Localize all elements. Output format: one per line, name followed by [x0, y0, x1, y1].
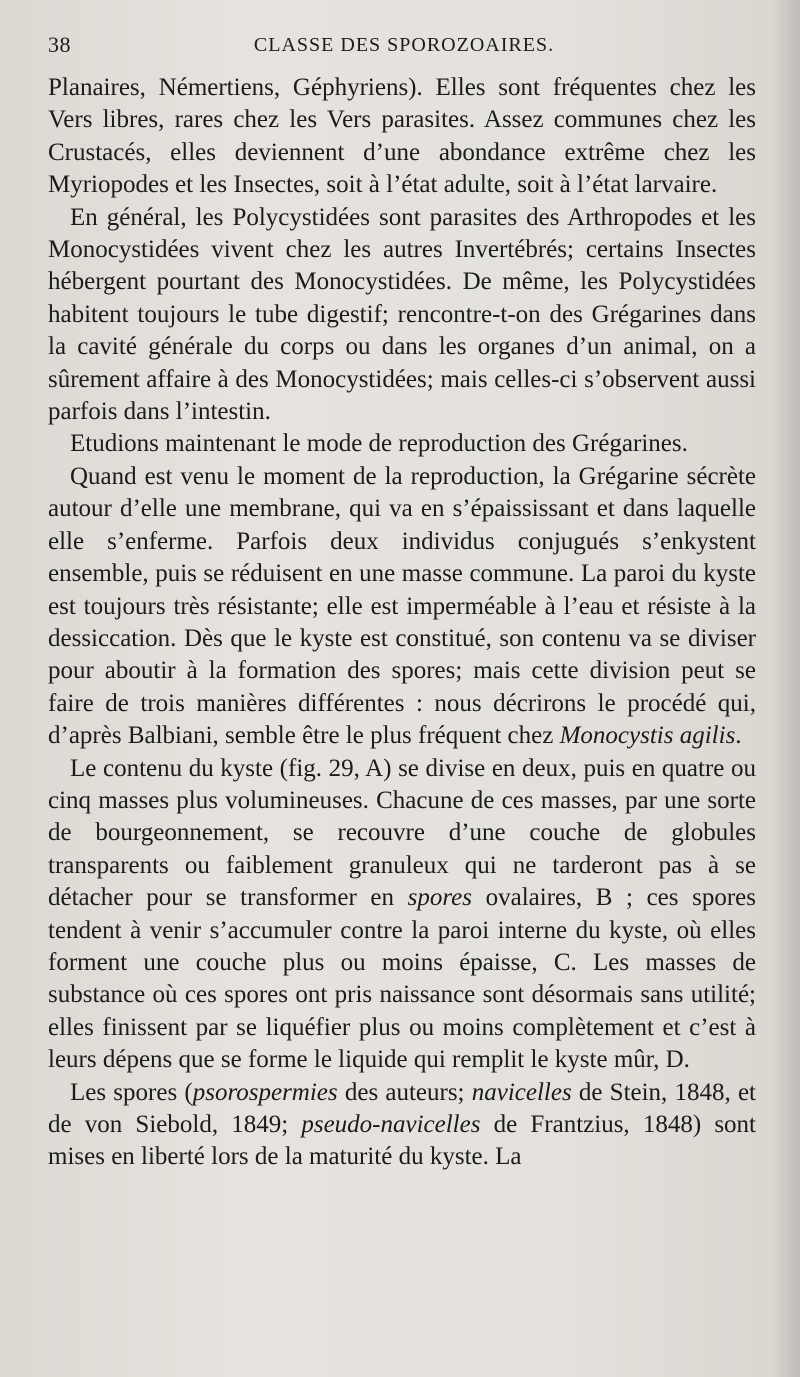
running-title: CLASSE DES SPOROZOAIRES.	[253, 34, 555, 56]
italic-run: pseudo-navicelles	[301, 1111, 481, 1138]
body-text	[48, 72, 756, 1174]
paragraph	[48, 461, 756, 753]
paragraph	[48, 202, 756, 429]
text-run: de Stein, 1848, et de von Siebold, 1849;	[48, 1078, 757, 1138]
paragraph	[48, 1077, 756, 1174]
paragraph	[48, 753, 756, 1077]
text-run: ovalaires, B ; ces spores tendent à venir s’accumuler contre la paroi interne du kyste, où elles forment une couche plus ou moins épaisse, C. Les masses de substance où ces spores ont pris naissance sont désormais sans utilité; elles finissent par se liquéfier plus ou moins complètement et c’est à leurs dépens que se forme le liquide qui remplit le kyste mûr, D.	[48, 884, 756, 1074]
text-run: .	[735, 722, 742, 750]
text-run: En général, les Polycystidées sont parasites des Arthropodes et les Monocystidées vivent chez les autres Invertébrés; certains Insectes hébergent pourtant des Monocystidées. De même, les Polycystidées habitent toujours le tube digestif; rencontre-t-on des Grégarines dans la cavité générale du corps ou dans les organes d’un animal, on a sûrement affaire à des Monocystidées; mais celles-ci s’observent aussi parfois dans l’intestin.	[48, 203, 756, 426]
paragraph	[48, 72, 756, 202]
paragraph	[48, 428, 756, 460]
text-run: Les spores (	[70, 1078, 193, 1106]
italic-run: navicelles	[471, 1078, 572, 1106]
text-run: de Frantzius, 1848) sont mises en liberté lors de la maturité du kyste. La	[48, 1111, 756, 1171]
page-edge-shadow	[772, 0, 800, 1377]
text-run: Planaires, Némertiens, Géphyriens). Elles sont fréquentes chez les Vers libres, rares chez les Vers parasites. Assez communes chez les Crustacés, elles deviennent d’une abondance extrême chez les Myriopodes et les Insectes, soit à l’état adulte, soit à l’état larvaire.	[48, 74, 756, 199]
italic-run: spores	[407, 884, 472, 912]
text-run: Le contenu du kyste (fig. 29, A) se divise en deux, puis en quatre ou cinq masses plus volumineuses. Chacune de ces masses, par une sorte de bourgeonnement, se recouvre d’une couche de globules transparents ou faiblement granuleux qui ne tarderont pas à se détacher pour se transformer en	[48, 754, 756, 912]
italic-run: psorospermies	[192, 1078, 338, 1106]
page-number: 38	[48, 32, 71, 57]
text-run: des auteurs;	[337, 1078, 472, 1106]
text-run: Etudions maintenant le mode de reproduction des Grégarines.	[70, 430, 688, 458]
text-run: Quand est venu le moment de la reproduction, la Grégarine sécrète autour d’elle une membrane, qui va en s’épaississant et dans laquelle elle s’enferme. Parfois deux individus conjugués s’enkystent ensemble, puis se réduisent en une masse commune. La paroi du kyste est toujours très résistante; elle est imperméable à l’eau et résiste à la dessiccation. Dès que le kyste est constitué, son contenu va se diviser pour aboutir à la formation des spores; mais cette division peut se faire de trois manières différentes : nous décrirons le procédé qui, d’après Balbiani, semble être le plus fréquent chez	[48, 462, 756, 750]
italic-run: Monocystis agilis	[559, 722, 736, 750]
page-header	[48, 32, 760, 64]
